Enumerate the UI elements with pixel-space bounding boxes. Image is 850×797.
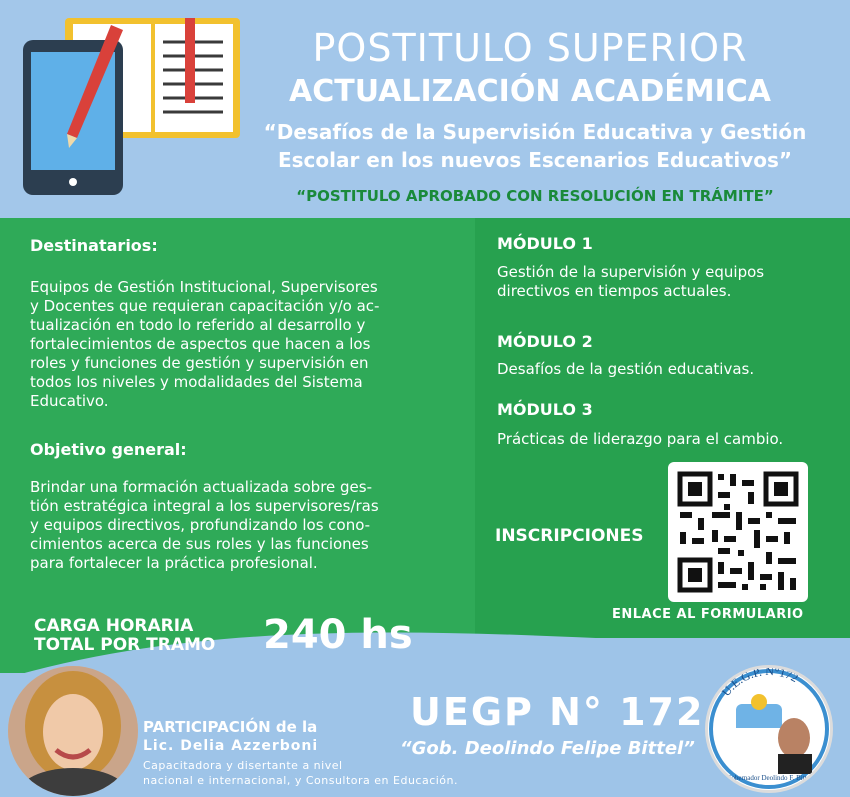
hours-total: 240 hs — [263, 612, 413, 658]
enlace-formulario-link[interactable]: ENLACE AL FORMULARIO — [612, 607, 804, 622]
portrait-icon — [8, 666, 138, 796]
modulo3-text: Prácticas de liderazgo para el cambio. — [497, 430, 784, 448]
title-actualizacion: ACTUALIZACIÓN ACADÉMICA — [289, 74, 771, 109]
speaker-name: Lic. Delia Azzerboni — [143, 738, 319, 754]
carga-horaria: CARGA HORARIA TOTAL POR TRAMO — [34, 616, 216, 655]
objetivo-title: Objetivo general: — [30, 440, 187, 459]
participacion-label: PARTICIPACIÓN de la — [143, 718, 318, 736]
modulo2-title: MÓDULO 2 — [497, 332, 593, 351]
avatar — [8, 666, 138, 796]
quote-line: Escolar en los nuevos Escenarios Educativos” — [277, 148, 793, 172]
program-quote — [230, 118, 840, 174]
objetivo-text: Brindar una formación actualizada sobre ges- tión estratégica integral a los supervisores/ras y equipos directivos, profundizando los cono- cimientos acerca de sus roles y las funciones para fortalecer la práctica profesional. — [30, 478, 379, 572]
qr-code-icon — [668, 462, 808, 602]
tablet-book-illustration — [15, 10, 245, 200]
qr-code[interactable] — [668, 462, 808, 602]
destinatarios-title: Destinatarios: — [30, 236, 158, 255]
quote-line: “Desafíos de la Supervisión Educativa y Gestión — [263, 120, 807, 144]
modulo1-text: Gestión de la supervisión y equipos directivos en tiempos actuales. — [497, 263, 765, 300]
title-postitulo: POSTITULO SUPERIOR — [312, 26, 748, 70]
modulo1-title: MÓDULO 1 — [497, 234, 593, 253]
destinatarios-text: Equipos de Gestión Institucional, Supervisores y Docentes que requieran capacitación y/o ac- tualización en todo lo referido al desarrollo y fortalecimientos de aspectos que hacen a los roles y funciones de gestión y supervisión en todos los niveles y modalidades del Sistema Educativo. — [30, 278, 380, 410]
modulo2-text: Desafíos de la gestión educativas. — [497, 360, 755, 378]
modulo3-title: MÓDULO 3 — [497, 400, 593, 419]
inscripciones-label: INSCRIPCIONES — [495, 526, 644, 546]
approved-resolution: “POSTITULO APROBADO CON RESOLUCIÓN EN TRÁMITE” — [296, 187, 774, 205]
school-patron: “Gob. Deolindo Felipe Bittel” — [400, 738, 695, 759]
school-seal — [705, 665, 833, 793]
seal-bottom-text: Gobernador Deolindo F. Bittel — [726, 774, 812, 782]
school-name: UEGP N° 172 — [410, 690, 705, 734]
seal-top-text: U.E.G.P. N°172 — [718, 668, 801, 699]
seal-icon — [708, 668, 830, 790]
speaker-description: Capacitadora y disertante a nivel nacional e internacional, y Consultora en Educación. — [143, 759, 459, 787]
